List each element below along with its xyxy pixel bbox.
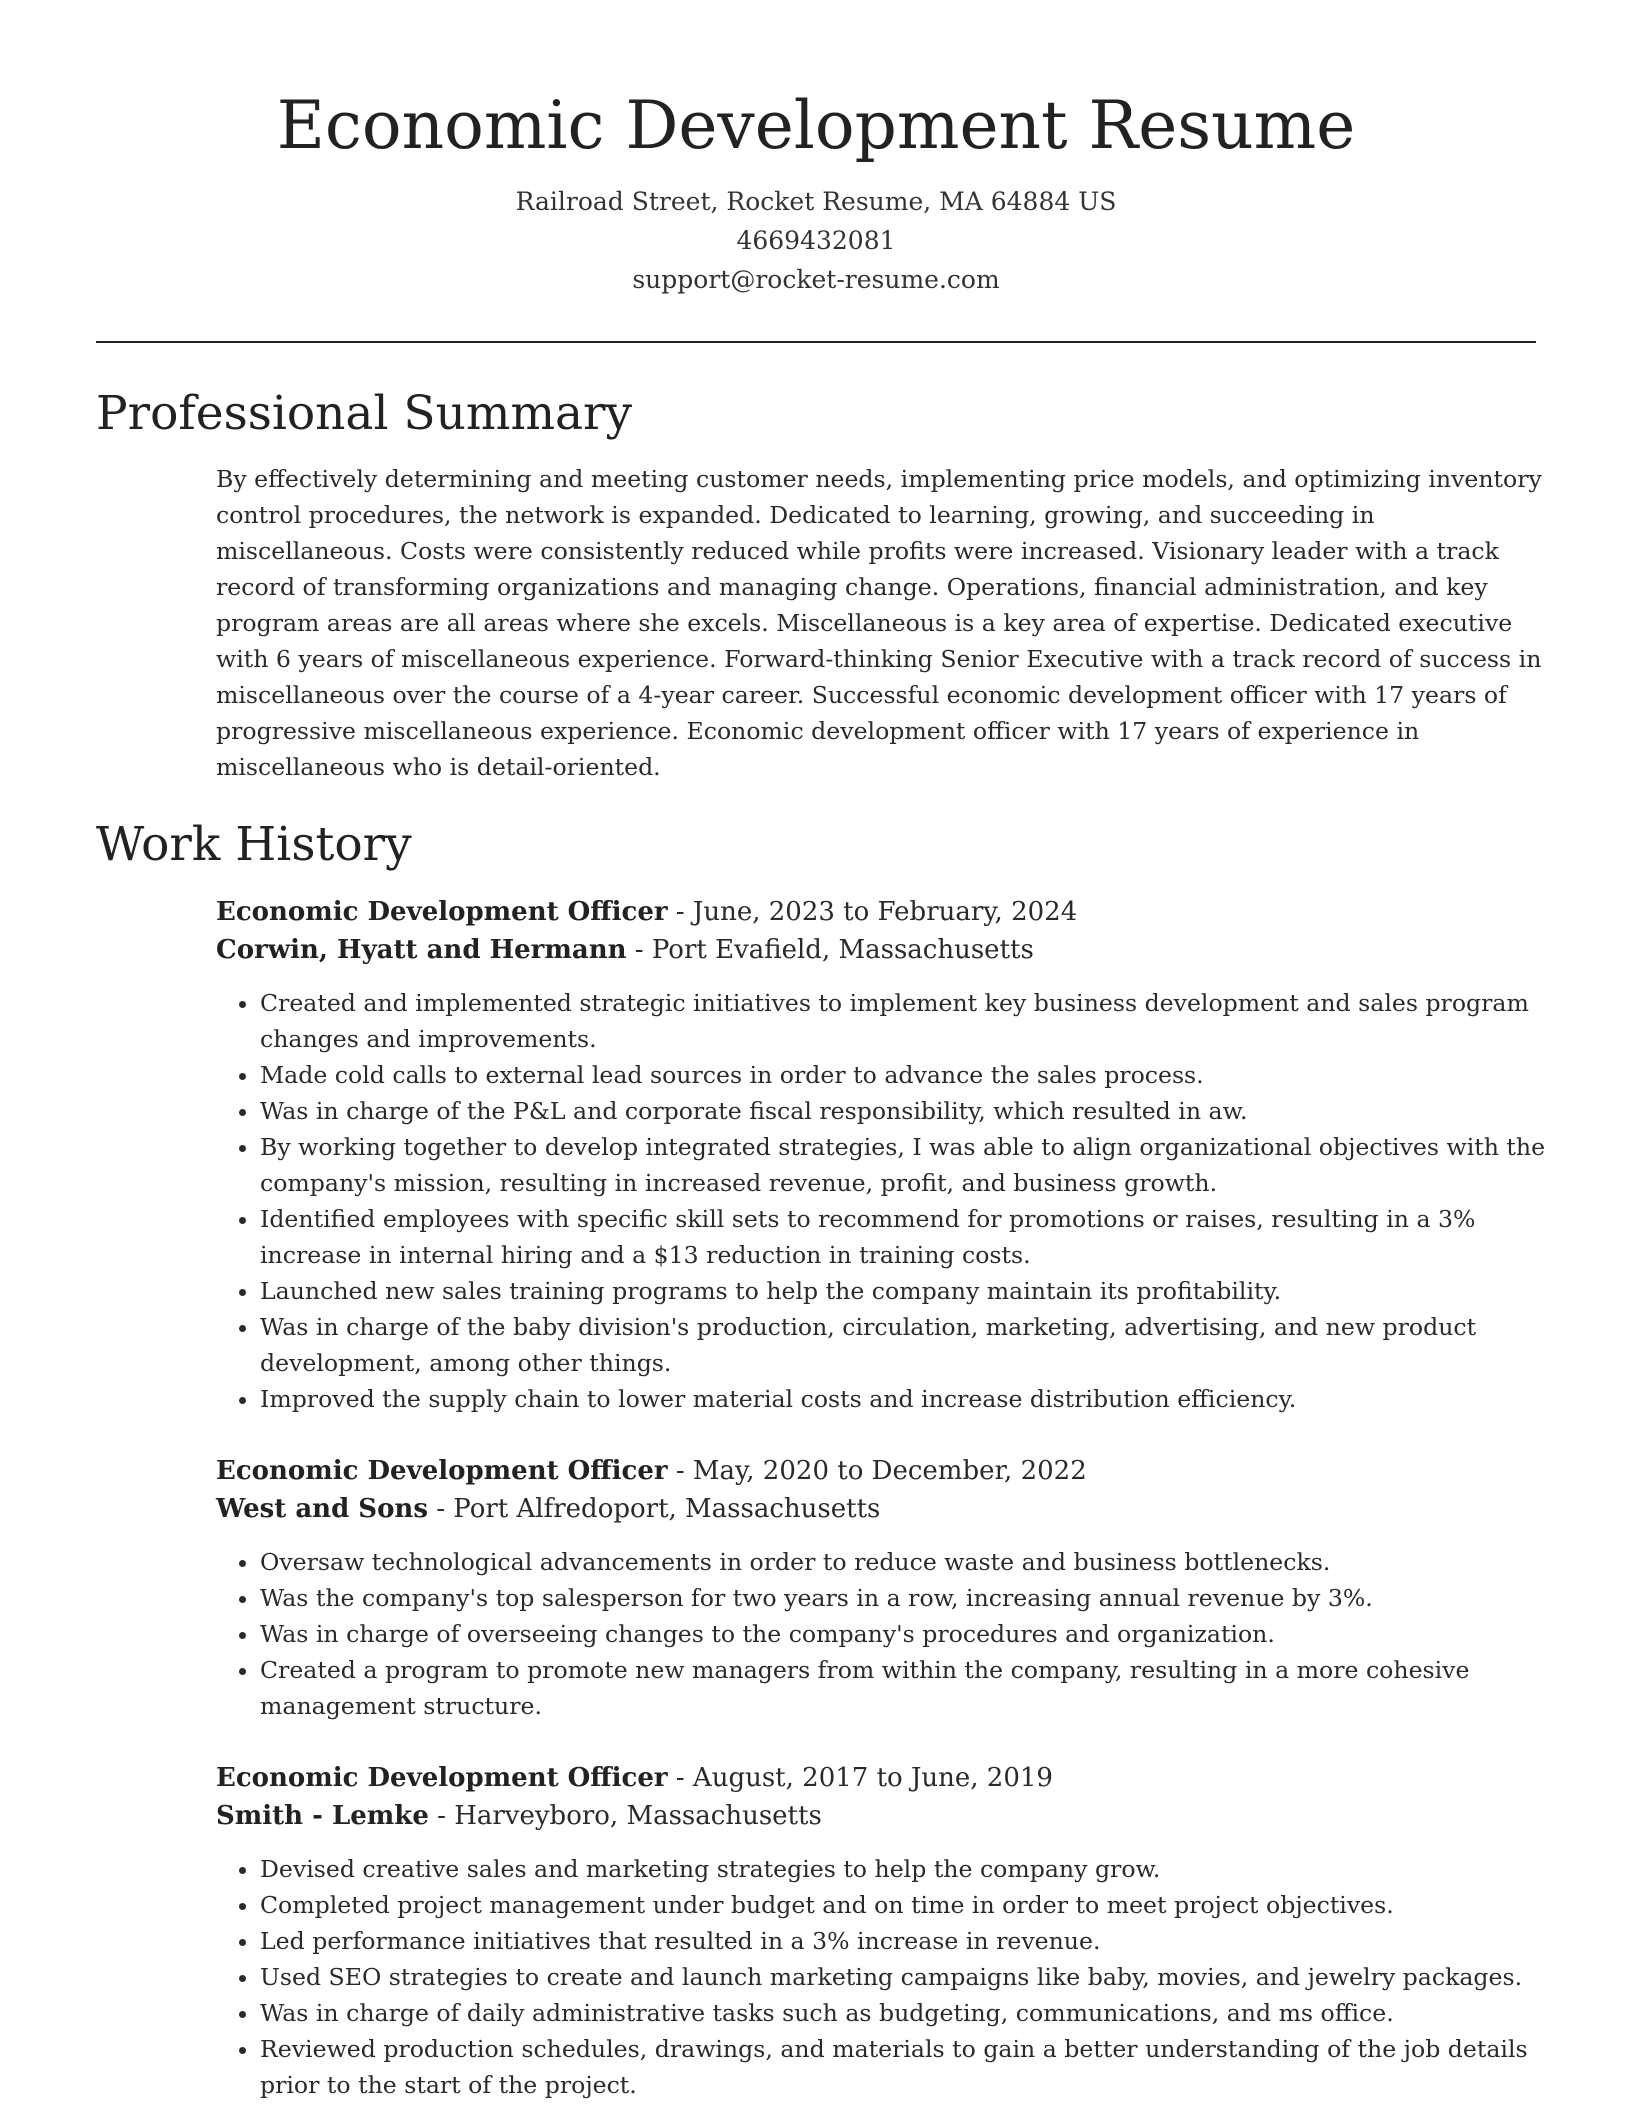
job-entry (216, 893, 1546, 1417)
job-company: Corwin, Hyatt and Hermann (216, 935, 627, 965)
job-entry (216, 1759, 1546, 2103)
resume-name: Economic Development Resume (276, 87, 1356, 164)
job-bullet: • Led performance initiatives that resulted in a 3% increase in revenue. (260, 1923, 1546, 1959)
job-bullet: • Was in charge of the baby division's production, circulation, marketing, advertising, and new product development, among other things. (260, 1309, 1546, 1381)
job-company-line (216, 1490, 1546, 1528)
job-bullet: • Reviewed production schedules, drawings, and materials to gain a better understanding of the job details prior to the start of the project. (260, 2031, 1546, 2103)
job-title-line (216, 1759, 1546, 1797)
job-dates: - June, 2023 to February, 2024 (667, 897, 1078, 927)
job-location: - Harveyboro, Massachusetts (428, 1801, 822, 1831)
header-divider (96, 341, 1536, 343)
job-bullet: • Improved the supply chain to lower material costs and increase distribution efficiency. (260, 1381, 1546, 1417)
job-bullet: • Completed project management under budget and on time in order to meet project objectives. (260, 1887, 1546, 1923)
job-title: Economic Development Officer (216, 897, 668, 927)
job-title: Economic Development Officer (216, 1763, 668, 1793)
job-location: - Port Alfredoport, Massachusetts (427, 1494, 881, 1524)
job-bullet: • Created and implemented strategic initiatives to implement key business development and sales program changes and improvements. (260, 985, 1546, 1057)
job-company-line (216, 1797, 1546, 1835)
job-bullet: • Oversaw technological advancements in order to reduce waste and business bottlenecks. (260, 1544, 1546, 1580)
job-bullet: • Created a program to promote new managers from within the company, resulting in a more cohesive management structure. (260, 1652, 1546, 1724)
section-title-work-history: Work History (96, 817, 412, 872)
job-dates: - May, 2020 to December, 2022 (667, 1456, 1087, 1486)
job-location: - Port Evafield, Massachusetts (626, 935, 1034, 965)
job-bullet: • Made cold calls to external lead sources in order to advance the sales process. (260, 1057, 1546, 1093)
job-title: Economic Development Officer (216, 1456, 668, 1486)
job-bullets (216, 1851, 1546, 2103)
job-company: Smith - Lemke (216, 1801, 429, 1831)
job-company: West and Sons (216, 1494, 428, 1524)
job-bullet: • Was in charge of daily administrative tasks such as budgeting, communications, and ms office. (260, 1995, 1546, 2031)
job-bullets (216, 1544, 1546, 1724)
job-entry (216, 1452, 1546, 1724)
professional-summary-text: By effectively determining and meeting customer needs, implementing price models, and optimizing inventory control procedures, the network is expanded. Dedicated to learning, growing, and succeeding in miscellaneous. Costs were consistently reduced while profits were increased. Visionary leader with a track record of transforming organizations and managing change. Operations, financial administration, and key program areas are all areas where she excels. Miscellaneous is a key area of expertise. Dedicated executive with 6 years of miscellaneous experience. Forward-thinking Senior Executive with a track record of success in miscellaneous over the course of a 4-year career. Successful economic development officer with 17 years of progressive miscellaneous experience. Economic development officer with 17 years of experience in miscellaneous who is detail-oriented. (216, 465, 1542, 781)
job-bullet: • Devised creative sales and marketing strategies to help the company grow. (260, 1851, 1546, 1887)
contact-info (0, 182, 1632, 299)
job-bullet: • Was in charge of the P&L and corporate fiscal responsibility, which resulted in aw. (260, 1093, 1546, 1129)
contact-phone: 4669432081 (736, 226, 896, 255)
job-bullet: • Was the company's top salesperson for two years in a row, increasing annual revenue by 3%. (260, 1580, 1546, 1616)
job-title-line (216, 1452, 1546, 1490)
job-bullet: • Was in charge of overseeing changes to the company's procedures and organization. (260, 1616, 1546, 1652)
job-company-line (216, 931, 1546, 969)
contact-address: Railroad Street, Rocket Resume, MA 64884 US (515, 187, 1117, 216)
job-bullets (216, 985, 1546, 1417)
contact-email: support@rocket-resume.com (632, 265, 1000, 294)
job-bullet: • Identified employees with specific skill sets to recommend for promotions or raises, resulting in a 3% increase in internal hiring and a $13 reduction in training costs. (260, 1201, 1546, 1273)
job-bullet: • Used SEO strategies to create and launch marketing campaigns like baby, movies, and jewelry packages. (260, 1959, 1546, 1995)
section-title-professional-summary: Professional Summary (96, 386, 633, 441)
job-dates: - August, 2017 to June, 2019 (667, 1763, 1053, 1793)
resume-header (0, 0, 1632, 299)
job-bullet: • By working together to develop integrated strategies, I was able to align organizational objectives with the company's mission, resulting in increased revenue, profit, and business growth. (260, 1129, 1546, 1201)
job-title-line (216, 893, 1546, 931)
job-bullet: • Launched new sales training programs to help the company maintain its profitability. (260, 1273, 1546, 1309)
